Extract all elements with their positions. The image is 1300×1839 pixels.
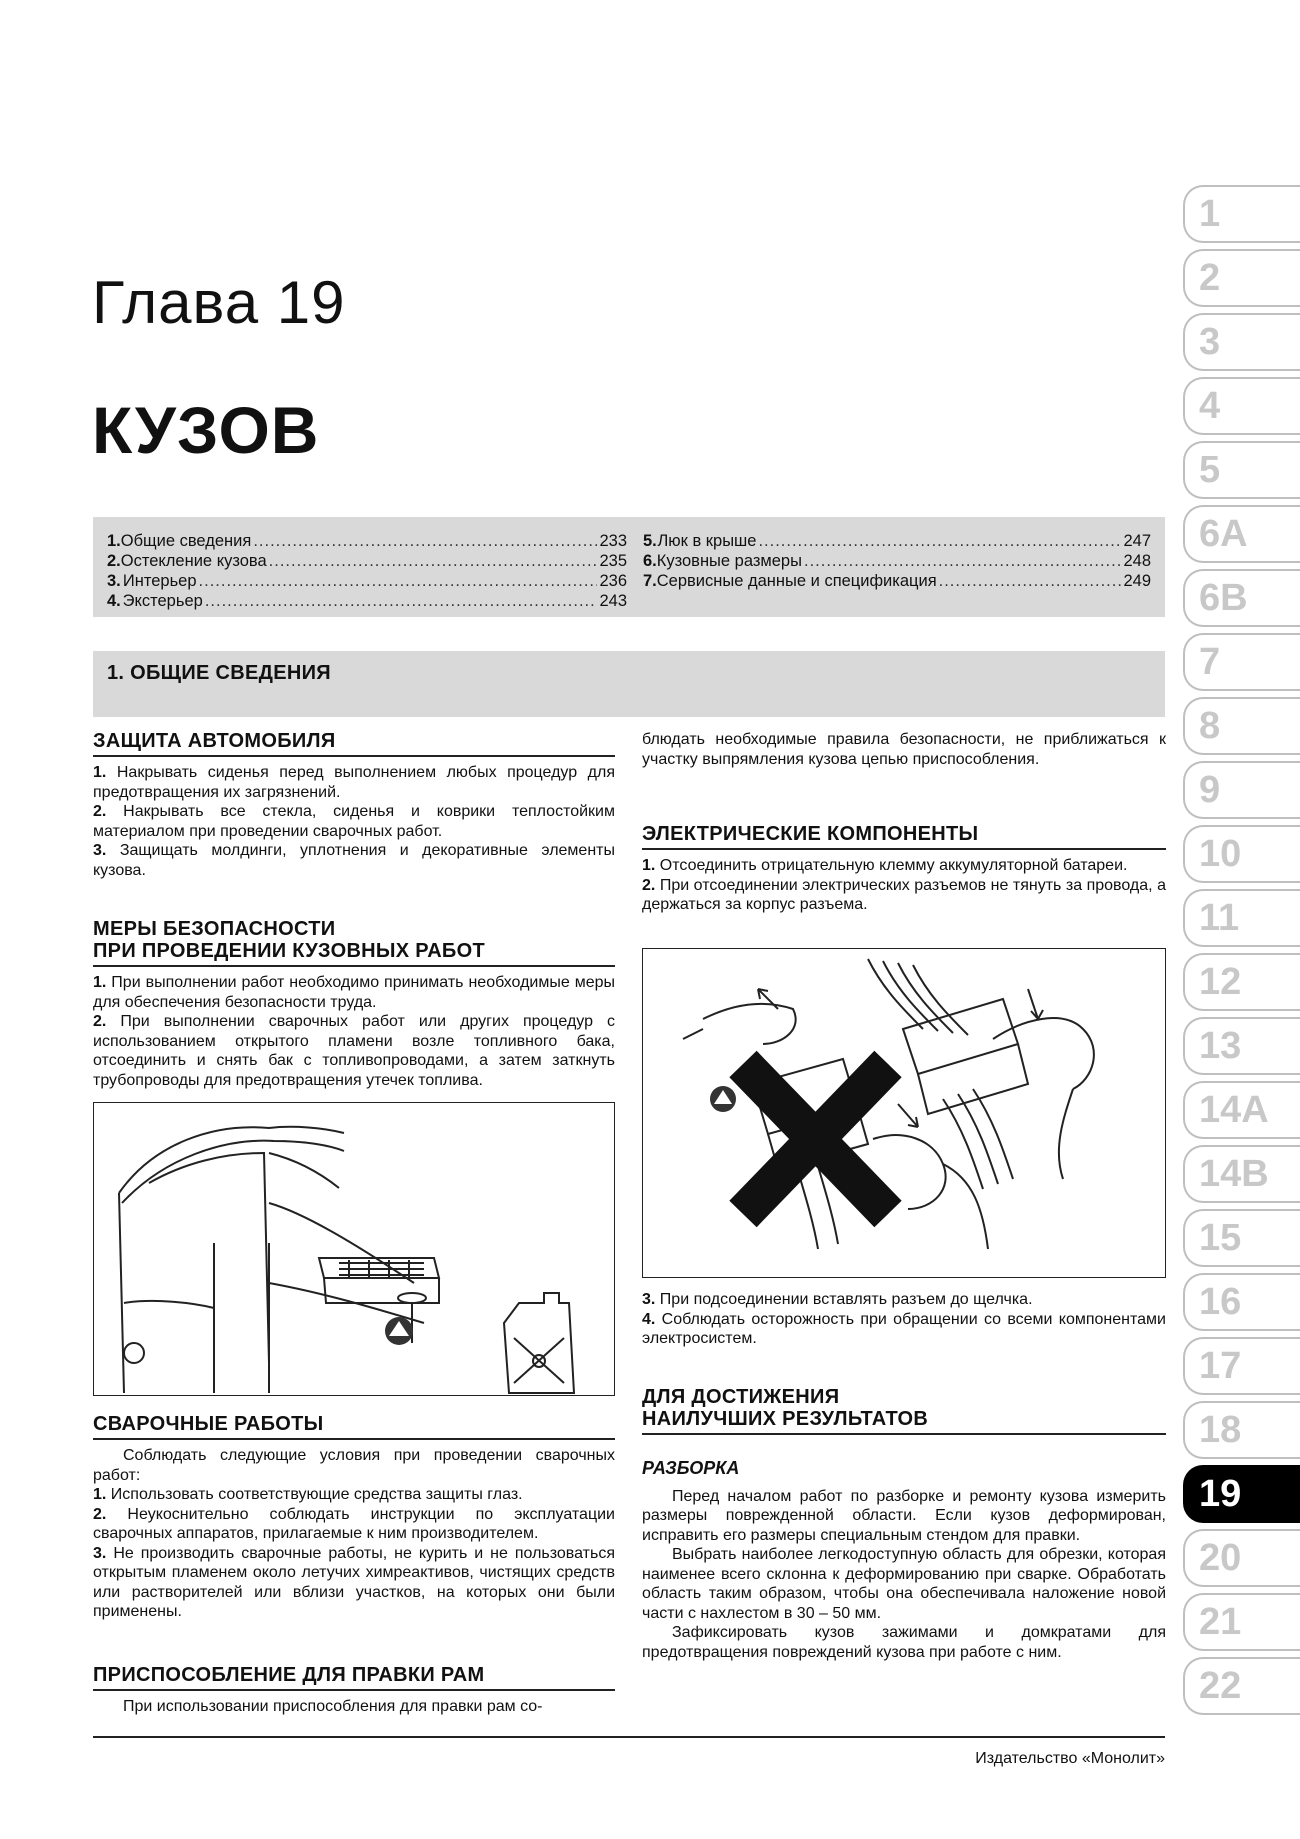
toc-title: Интерьер — [122, 572, 197, 590]
chapter-tab-10[interactable] — [1183, 825, 1300, 883]
toc-page: 233 — [599, 532, 627, 550]
section-header-bar — [93, 651, 1165, 717]
chapter-tab-label: 1 — [1199, 193, 1221, 235]
toc-title: Остекление кузова — [120, 552, 267, 570]
heading-best-results: ДЛЯ ДОСТИЖЕНИЯ НАИЛУЧШИХ РЕЗУЛЬТАТОВ — [642, 1386, 1166, 1435]
chapter-tab-13[interactable] — [1183, 1017, 1300, 1075]
toc-page: 247 — [1123, 532, 1151, 550]
chapter-tab-9[interactable] — [1183, 761, 1300, 819]
chapter-tab-2[interactable] — [1183, 249, 1300, 307]
list-item: 2. Накрывать все стекла, сиденья и коврики теплостойким материалом при проведении сварочных работ. — [93, 803, 615, 840]
chapter-tab-4[interactable] — [1183, 377, 1300, 435]
toc-page: 248 — [1123, 552, 1151, 570]
chapter-title: КУЗОВ — [92, 393, 320, 467]
chapter-tab-label: 5 — [1199, 449, 1221, 491]
chapter-tab-20[interactable] — [1183, 1529, 1300, 1587]
right-column-connect — [642, 1290, 1166, 1349]
chapter-tab-label: 21 — [1199, 1601, 1242, 1643]
toc-entry[interactable] — [107, 591, 627, 611]
chapter-tab-label: 9 — [1199, 769, 1221, 811]
list-item: 1. При выполнении работ необходимо принимать необходимые меры для обеспечения безопасности труда. — [93, 974, 615, 1011]
chapter-number: Глава 19 — [92, 269, 346, 336]
chapter-tab-label: 7 — [1199, 641, 1221, 683]
chapter-tab-12[interactable] — [1183, 953, 1300, 1011]
chapter-tab-1[interactable] — [1183, 185, 1300, 243]
right-column-results — [642, 1386, 1166, 1662]
table-of-contents — [93, 517, 1165, 617]
chapter-tab-label: 12 — [1199, 961, 1242, 1003]
chapter-tab-7[interactable] — [1183, 633, 1300, 691]
toc-page: 243 — [599, 592, 627, 610]
toc-column-right — [643, 531, 1151, 591]
chapter-tab-6b[interactable] — [1183, 569, 1300, 627]
toc-number: 1. — [107, 532, 121, 550]
list-item: 2. Неукоснительно соблюдать инструкции по эксплуатации сварочных аппаратов, прилагаемые к ним производителем. — [93, 1505, 615, 1542]
list-item: 1. Использовать соответствующие средства защиты глаз. — [93, 1486, 523, 1503]
toc-entry[interactable] — [643, 551, 1151, 571]
publisher-logo-icon — [385, 1317, 413, 1345]
chapter-tab-17[interactable] — [1183, 1337, 1300, 1395]
chapter-tab-label: 22 — [1199, 1665, 1242, 1707]
toc-entry[interactable] — [107, 571, 627, 591]
chapter-tab-22[interactable] — [1183, 1657, 1300, 1715]
chapter-tab-label: 20 — [1199, 1537, 1242, 1579]
heading-safety-measures: МЕРЫ БЕЗОПАСНОСТИ ПРИ ПРОВЕДЕНИИ КУЗОВНЫХ РАБОТ — [93, 918, 615, 967]
chapter-tab-label: 4 — [1199, 385, 1221, 427]
chapter-tab-label: 6A — [1199, 513, 1248, 555]
toc-entry[interactable] — [643, 531, 1151, 551]
connector-illustration — [643, 949, 1165, 1277]
left-column-top — [93, 730, 615, 880]
list-item: 3. При подсоединении вставлять разъем до щелчка. — [642, 1291, 1033, 1308]
toc-title: Общие сведения — [120, 532, 252, 550]
footer-divider — [93, 1736, 1165, 1738]
toc-title: Сервисные данные и спецификация — [656, 572, 937, 590]
toc-number: 7. — [643, 572, 657, 590]
chapter-tab-6a[interactable] — [1183, 505, 1300, 563]
toc-title: Экстерьер — [122, 592, 203, 610]
chapter-tab-18[interactable] — [1183, 1401, 1300, 1459]
left-column-welding — [93, 1413, 615, 1622]
paragraph: Выбрать наиболее легкодоступную область для обрезки, которая наименее всего склонна к деформированию при сварке. Обработать область таким образом, чтобы она обеспечивала наложение новой части с нахлестом в 30 – 50 мм. — [642, 1546, 1166, 1622]
list-item: 1. Накрывать сиденья перед выполнением любых процедур для предотвращения их загрязнений. — [93, 764, 615, 801]
toc-title: Люк в крыше — [657, 532, 757, 550]
toc-title: Кузовные размеры — [656, 552, 802, 570]
paragraph: При использовании приспособления для правки рам со- — [123, 1698, 543, 1715]
chapter-tab-3[interactable] — [1183, 313, 1300, 371]
chapter-tab-21[interactable] — [1183, 1593, 1300, 1651]
heading-electrical: ЭЛЕКТРИЧЕСКИЕ КОМПОНЕНТЫ — [642, 823, 1166, 850]
chapter-tab-14a[interactable] — [1183, 1081, 1300, 1139]
heading-vehicle-protection: ЗАЩИТА АВТОМОБИЛЯ — [93, 730, 615, 757]
left-column-safety — [93, 918, 615, 1090]
chapter-tab-label: 14A — [1199, 1089, 1269, 1131]
paragraph: Соблюдать следующие условия при проведении сварочных работ: — [93, 1447, 615, 1484]
publisher-name: Издательство «Монолит» — [975, 1750, 1165, 1767]
toc-number: 2. — [107, 552, 121, 570]
left-column-frame — [93, 1664, 615, 1717]
toc-entry[interactable] — [643, 571, 1151, 591]
chapter-tab-label: 10 — [1199, 833, 1242, 875]
connector-figure — [642, 948, 1166, 1278]
chapter-tab-label: 2 — [1199, 257, 1221, 299]
paragraph: Зафиксировать кузов зажимами и домкратами для предотвращения повреждений кузова при работе с ним. — [642, 1624, 1166, 1661]
chapter-tab-label: 6B — [1199, 577, 1248, 619]
paragraph: Перед началом работ по разборке и ремонту кузова измерить размеры поврежденной области. Если кузов деформирован, исправить его размеры специальным стендом для правки. — [642, 1487, 1166, 1544]
right-column-top — [642, 730, 1166, 769]
toc-column-left — [107, 531, 627, 611]
heading-welding: СВАРОЧНЫЕ РАБОТЫ — [93, 1413, 615, 1440]
list-item: 2. При выполнении сварочных работ или других процедур с использованием открытого пламени возле топливного бака, отсоединить и снять бак с топливопроводами, а затем заткнуть трубопроводы для предотвращения утечек топлива. — [93, 1013, 615, 1089]
toc-number: 5. — [643, 532, 657, 550]
toc-number: 3. — [107, 572, 121, 590]
chapter-tab-label: 3 — [1199, 321, 1221, 363]
toc-page: 236 — [599, 572, 627, 590]
chapter-tab-label: 16 — [1199, 1281, 1242, 1323]
chapter-tab-label: 14B — [1199, 1153, 1269, 1195]
chapter-tab-5[interactable] — [1183, 441, 1300, 499]
chapter-tab-16[interactable] — [1183, 1273, 1300, 1331]
chapter-tab-label: 8 — [1199, 705, 1221, 747]
list-item: 1. Отсоединить отрицательную клемму аккумуляторной батареи. — [642, 857, 1128, 874]
toc-page: 235 — [599, 552, 627, 570]
toc-number: 4. — [107, 592, 121, 610]
car-fuel-tank-figure — [93, 1102, 615, 1396]
list-item: 2. При отсоединении электрических разъемов не тянуть за провода, а держаться за корпус разъема. — [642, 876, 1166, 913]
chapter-tab-label: 11 — [1199, 897, 1240, 939]
heading-frame-straightener: ПРИСПОСОБЛЕНИЕ ДЛЯ ПРАВКИ РАМ — [93, 1664, 615, 1691]
chapter-tab-label: 13 — [1199, 1025, 1242, 1067]
section-title: 1. ОБЩИЕ СВЕДЕНИЯ — [107, 662, 331, 684]
chapter-tab-14b[interactable] — [1183, 1145, 1300, 1203]
chapter-tab-label: 18 — [1199, 1409, 1242, 1451]
chapter-tab-11[interactable] — [1183, 889, 1300, 947]
chapter-tab-8[interactable] — [1183, 697, 1300, 755]
car-body-illustration — [94, 1103, 614, 1395]
chapter-tab-15[interactable] — [1183, 1209, 1300, 1267]
subheading-disassembly: РАЗБОРКА — [642, 1458, 740, 1478]
list-item: 3. Защищать молдинги, уплотнения и декоративные элементы кузова. — [93, 842, 615, 879]
toc-page: 249 — [1123, 572, 1151, 590]
chapter-tab-19[interactable] — [1183, 1465, 1300, 1523]
chapter-tab-label: 19 — [1199, 1473, 1242, 1515]
publisher-logo-icon — [710, 1086, 736, 1112]
list-item: 4. Соблюдать осторожность при обращении со всеми компонентами электросистем. — [642, 1310, 1166, 1347]
chapter-tab-label: 17 — [1199, 1345, 1242, 1387]
toc-number: 6. — [643, 552, 657, 570]
toc-entry[interactable] — [107, 551, 627, 571]
toc-entry[interactable] — [107, 531, 627, 551]
paragraph: блюдать необходимые правила безопасности, не приближаться к участку выпрямления кузова цепью приспособления. — [642, 731, 1166, 768]
chapter-tab-label: 15 — [1199, 1217, 1242, 1259]
right-column-electrical — [642, 823, 1166, 915]
list-item: 3. Не производить сварочные работы, не курить и не пользоваться открытым пламенем около летучих химреактивов, чистящих средств или растворителей или вблизи участков, на которых они были применены. — [93, 1544, 616, 1620]
